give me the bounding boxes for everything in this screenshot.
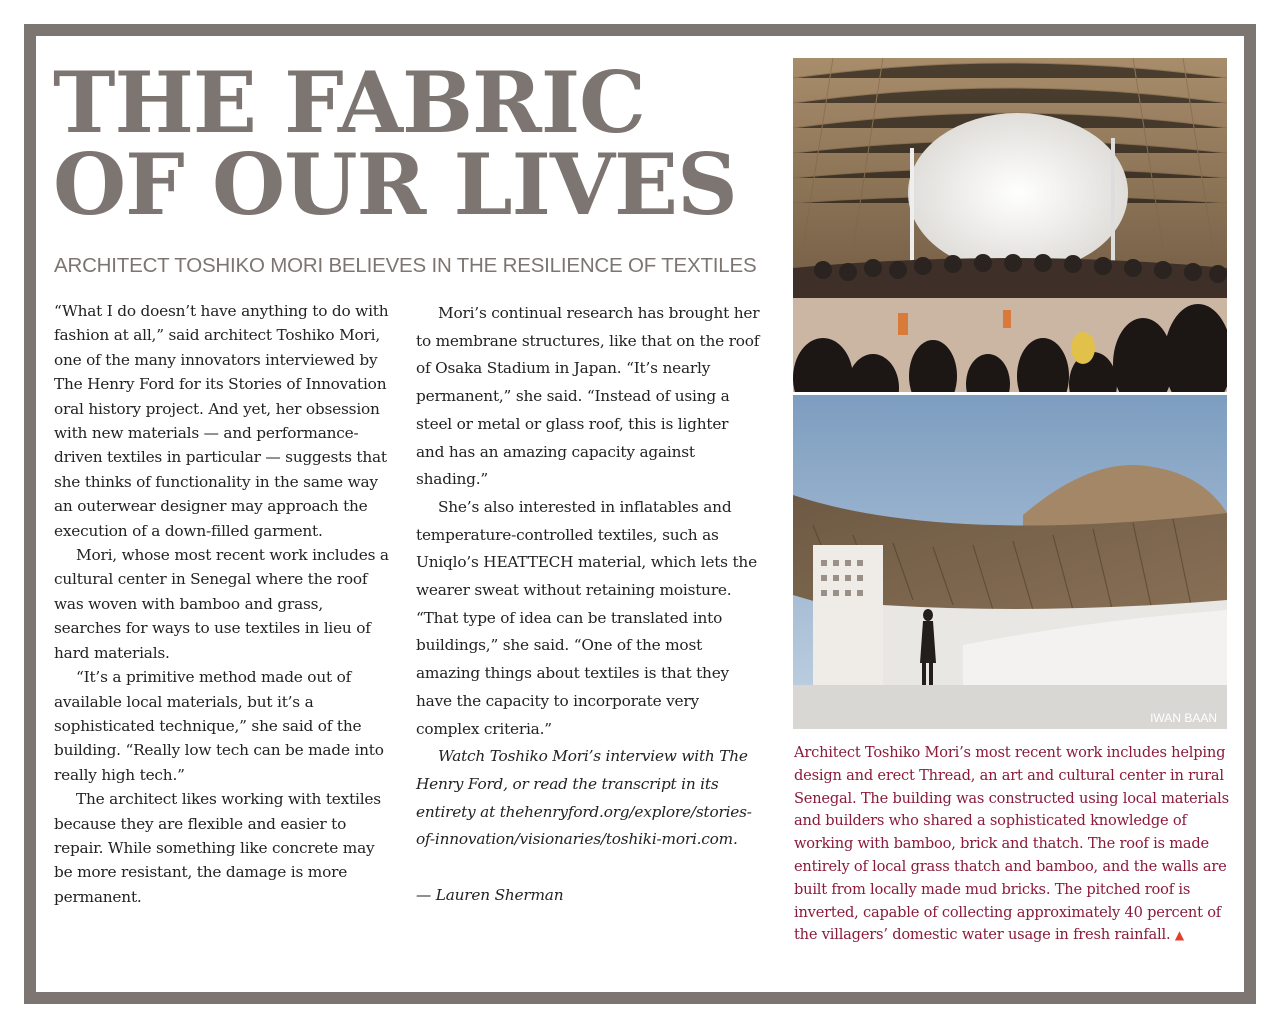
caption-text: Architect Toshiko Mori’s most recent work includes helping design and erect Thread, an art and cultural center in rural Senegal. The building was constructed using local materials and builders who shared a sophisticated knowledge of working with bamboo, brick and thatch. The roof is made entirely of local grass thatch and bamboo, and the walls are built from locally made mud bricks. The pitched roof is inverted, capable of collecting approximately 40 percent of the villagers’ domestic water usage in fresh rainfall. [794,744,1229,944]
article-column-1 [54,299,394,909]
paragraph: “It’s a primitive method made out of available local materials, but it’s a sophisticated technique,” she said of the building. “Really low tech can be made into really high tech.” [54,668,384,784]
photo-thatch-interior [793,58,1227,392]
photo-caption [794,742,1234,947]
headline [53,53,737,234]
article-column-2 [416,300,761,910]
paragraph: The architect likes working with textiles because they are flexible and easier to repair. While something like concrete may be more resistant, the damage is more permanent. [54,790,381,906]
byline: — Lauren Sherman [416,886,564,905]
photo-credit: IWAN BAAN [1150,711,1217,725]
photo-thatch-roof-exterior-image [793,395,1227,729]
paragraph: She’s also interested in inflatables and temperature-controlled textiles, such as Uniqlo’s HEATTECH material, which lets the wearer sweat without retaining moisture. “That type of idea can be translated into buildings,” she said. “One of the most amazing things about textiles is that they have the capacity to incorporate very complex criteria.” [416,497,757,738]
paragraph: Mori, whose most recent work includes a cultural center in Senegal where the roof was woven with bamboo and grass, searches for ways to use textiles in lieu of hard materials. [54,546,389,662]
end-mark-icon: ▲ [1174,928,1184,943]
photo-thatch-roof-exterior [793,395,1227,729]
subtitle: ARCHITECT TOSHIKO MORI BELIEVES IN THE RESILIENCE OF TEXTILES [54,254,757,277]
paragraph: “What I do doesn’t have anything to do with fashion at all,” said architect Toshiko Mori, one of the many innovators interviewed by The Henry Ford for its Stories of Innovation oral history project. And yet, her obsession with new materials — and performance-driven textiles in particular — suggests that she thinks of functionality in the same way an outerwear designer may approach the execution of a down-filled garment. [54,302,389,540]
paragraph: Mori’s continual research has brought her to membrane structures, like that on the roof of Osaka Stadium in Japan. “It’s nearly permanent,” she said. “Instead of using a steel or metal or glass roof, this is lighter and has an amazing capacity against shading.” [416,304,760,489]
headline-line-2: OF OUR LIVES [53,135,737,234]
photo-thatch-interior-image [793,58,1227,392]
interview-note: Watch Toshiko Mori’s interview with The Henry Ford, or read the transcript in its entirety at thehenryford.org/explore/stories-of-innovation/visionaries/toshiki-mori.com. [416,747,752,849]
headline-line-1: THE FABRIC [53,53,645,152]
